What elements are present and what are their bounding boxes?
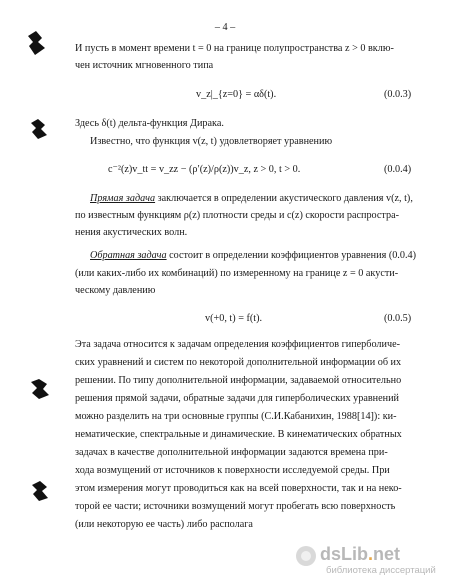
direct-problem-term: Прямая задача bbox=[90, 193, 156, 204]
text-line-3: Здесь δ(t) дельта-функция Дирака. bbox=[75, 118, 224, 129]
equation-0-0-4: c⁻²(z)v_tt = v_zz − (ρ′(z)/ρ(z))v_z, z > 0, t > 0. bbox=[108, 164, 301, 175]
ink-blot-1 bbox=[26, 30, 46, 56]
paragraph-line-1: Эта задача относится к задачам определения коэффициентов гиперболиче- bbox=[75, 339, 400, 350]
inverse-problem-term: Обратная задача bbox=[90, 250, 167, 261]
text-line-5 bbox=[90, 193, 413, 205]
paragraph-line-5: можно разделить на три основные группы (С.И.Кабанихин, 1988[14]): ки- bbox=[75, 411, 397, 422]
text-line-5-rest: заключается в определении акустического давления v(z, t), bbox=[155, 193, 413, 204]
text-line-4: Известно, что функция v(z, t) удовлетворяет уравнению bbox=[90, 136, 333, 147]
ink-blot-2 bbox=[30, 118, 48, 140]
text-line-8 bbox=[90, 250, 416, 262]
paragraph-line-11: (или некоторую ее часть) либо располага bbox=[75, 519, 253, 530]
watermark-logo-icon bbox=[296, 546, 316, 566]
text-line-6: по известным функциям ρ(z) плотности среды и c(z) скорости распростра- bbox=[75, 210, 399, 221]
paragraph-line-4: решения прямой задачи, обратные задачи для гиперболических уравнений bbox=[75, 393, 399, 404]
ink-blot-4 bbox=[30, 480, 50, 502]
equation-0-0-3: v_z|_{z=0} = αδ(t). bbox=[196, 89, 277, 100]
paragraph-line-6: нематические, спектральные и динамические. В кинематических обратных bbox=[75, 429, 402, 440]
watermark-site-name: dsLib.net bbox=[320, 544, 401, 564]
text-line-10: ческому давлению bbox=[75, 285, 156, 296]
paragraph-line-3: решении. По типу дополнительной информации, задаваемой относительно bbox=[75, 375, 402, 386]
watermark bbox=[320, 544, 448, 578]
equation-number-0-0-5: (0.0.5) bbox=[384, 313, 412, 324]
text-line-2: чен источник мгновенного типа bbox=[75, 60, 214, 71]
equation-number-0-0-3: (0.0.3) bbox=[384, 89, 412, 100]
text-line-9: (или каких-либо их комбинаций) по измеренному на границе z = 0 акусти- bbox=[75, 268, 399, 279]
equation-number-0-0-4: (0.0.4) bbox=[384, 164, 412, 175]
ink-blot-3 bbox=[30, 378, 50, 400]
watermark-subtitle: библиотека диссертаций bbox=[326, 565, 436, 576]
text-line-8-rest: состоит в определении коэффициентов уравнения (0.0.4) bbox=[166, 250, 416, 261]
paragraph-line-7: задачах в качестве дополнительной информации задаются времена при- bbox=[75, 447, 388, 458]
paragraph-line-9: этом измерения могут проводиться как на всей поверхности, так и на неко- bbox=[75, 483, 402, 494]
text-line-1: И пусть в момент времени t = 0 на границе полупространства z > 0 вклю- bbox=[75, 43, 394, 54]
equation-0-0-5: v(+0, t) = f(t). bbox=[205, 313, 263, 324]
text-line-7: нения акустических волн. bbox=[75, 227, 188, 238]
paragraph-line-2: ских уравнений и систем по некоторой дополнительной информации об их bbox=[75, 357, 402, 368]
paragraph-line-10: торой ее части; источники возмущений могут пробегать всю поверхность bbox=[75, 501, 396, 512]
paragraph-line-8: хода возмущений от источников к поверхности исследуемой среды. При bbox=[75, 465, 390, 476]
page-number: – 4 – bbox=[214, 22, 236, 33]
